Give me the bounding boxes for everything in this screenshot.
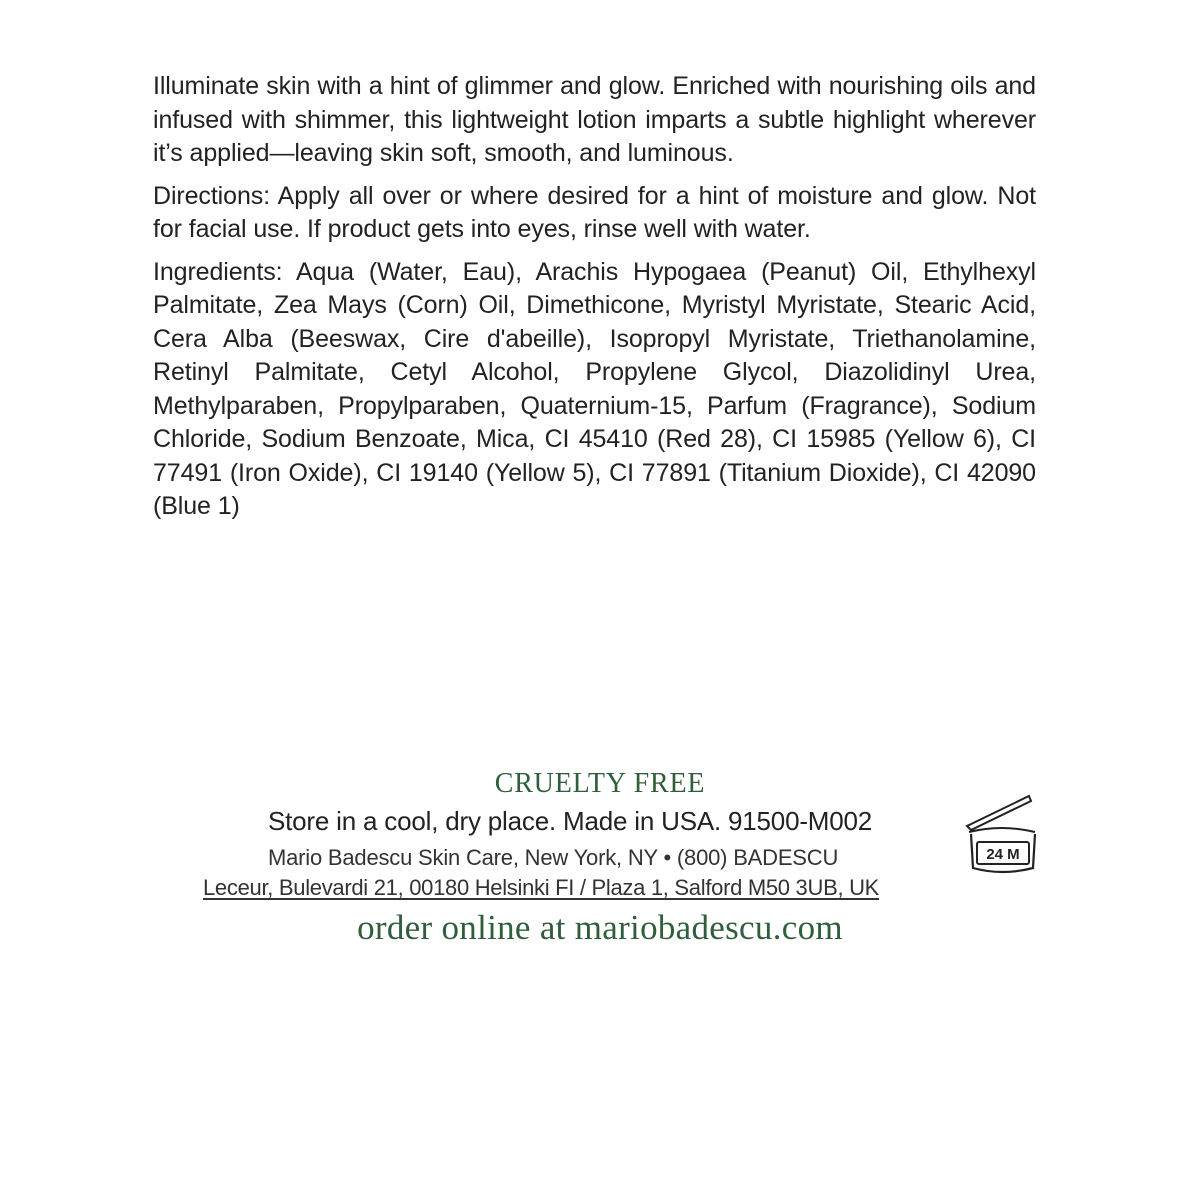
open-jar-icon [963, 792, 1041, 874]
address-text: Leceur, Bulevardi 21, 00180 Helsinki FI / Plaza 1, Salford M50 3UB, UK [203, 875, 880, 900]
directions-paragraph: Directions: Apply all over or where desired for a hint of moisture and glow. Not for facial use. If product gets into eyes, rinse well with water. [153, 181, 1036, 243]
cruelty-free-label: CRUELTY FREE [494, 768, 706, 799]
order-online-text: order online at mariobadescu.com [357, 908, 843, 947]
pao-label: 24 M [986, 846, 1020, 863]
contact-text: Mario Badescu Skin Care, New York, NY • (800) BADESCU [268, 845, 839, 870]
intro-paragraph: Illuminate skin with a hint of glimmer and glow. Enriched with nourishing oils and infused with shimmer, this lightweight lotion imparts a subtle highlight wherever it’s applied—leaving skin soft, smooth, and luminous. [153, 72, 1036, 167]
product-copy [153, 70, 1036, 533]
ingredients-paragraph: Ingredients: Aqua (Water, Eau), Arachis Hypogaea (Peanut) Oil, Ethylhexyl Palmitate, Zea Mays (Corn) Oil, Dimethicone, Myristyl Myristate, Stearic Acid, Cera Alba (Beeswax, Cire d'abeille), Isopropyl Myristate, Triethanolamine, Retinyl Palmitate, Cetyl Alcohol, Propylene Glycol, Diazolidinyl Urea, Methylparaben, Propylparaben, Quaternium-15, Parfum (Fragrance), Sodium Chloride, Sodium Benzoate, Mica, CI 45410 (Red 28), CI 15985 (Yellow 6), CI 77491 (Iron Oxide), CI 19140 (Yellow 5), CI 77891 (Titanium Dioxide), CI 42090 (Blue 1) [153, 257, 1036, 520]
storage-text: Store in a cool, dry place. Made in USA. 91500-M002 [268, 806, 873, 836]
